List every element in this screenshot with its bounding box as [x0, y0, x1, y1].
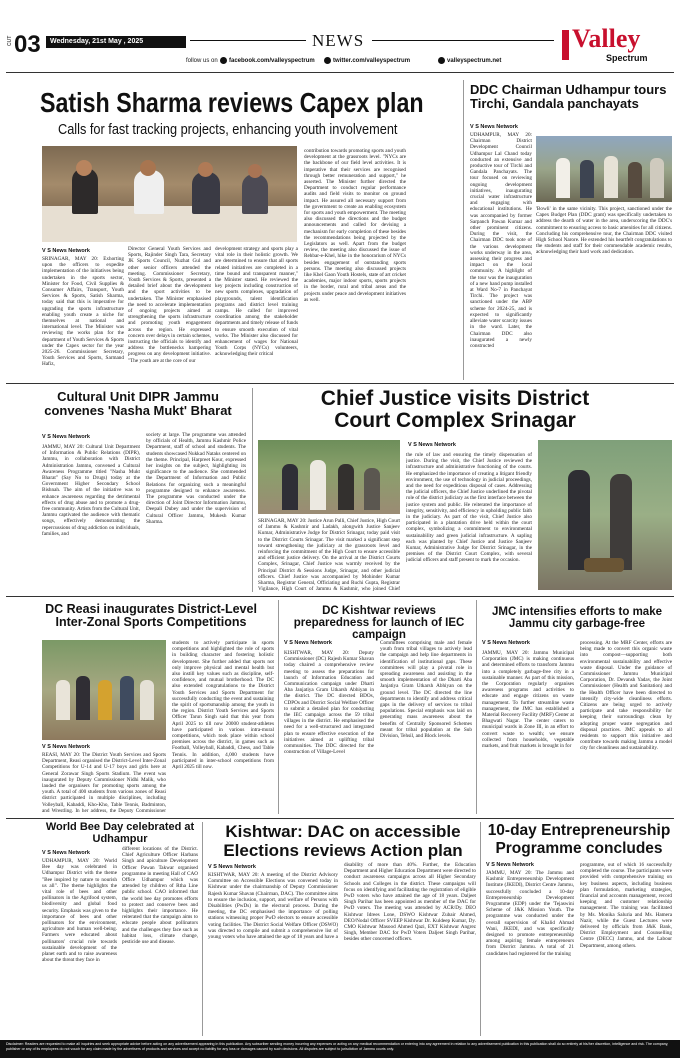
chief-justice-body-col1: SRINAGAR, MAY 20: Justice Arun Palli, Chief Justice, High Court of Jammu & Kashmir and Ladakh, alongwith Justice Sanjeev Kumar, Administrative Judge for District Srinagar, today paid visit to the District Courts Srinagar. The visit marked a significant step toward strengthening the judiciary at the grassroots level and reinforcing the commitment of the High Court to ensure accessible and efficient justice delivery. On the arrival at the District Courts Complex, Srinagar, Chief Justice was warmly received by the Principal District & Sessions Judge, Srinagar, and other judicial officers. Chief Justice was accompanied by Mohinder Kumar Sharma, Registrar General, Officiating and Ruchi Gupta, Registrar Vigilance, High Court of Jammu & Kashmir, who joined Chief — [258, 518, 400, 592]
lead-body-col2: Director General Youth Services and Sports, Rajinder Singh Tara, Secretary JK Sports Council, Nuzhat Gul and other senior officers attended the meeting. Commissioner Secretary, Youth Services & Sports, presented a detailed brief about the development and the sport activities to be undertaken. The Minister emphasised the need to accelerate implementation of ongoing projects aimed at strengthening the sports infrastructure and promoting youth engagement across the region. He expressed concern over delays in certain schemes, instructing the officials to identify and address the bottlenecks hampering progress on any development initiative. "The youth are at the core of our — [128, 246, 211, 364]
world-bee-body-col1: UDHAMPUR, MAY 20: World Bee day was celebrated in Udhampur District with the theme "Bee inspired by nature to nourish us all". The theme highlights the vital role of bees and other pollinators in the Agrifood system, biodiversity and global food security. Emphasis was given to the importance of bees and other pollinators for the environment, agriculture and human well-being. Farmers were educated about pollinators' crucial role towards sustainable development of the planet earth and to raise awareness about the threat they face in — [42, 858, 117, 964]
kishtwar-iec-body-col2: Committees comprising male and female youth from tribal villages to actively lead the campaign and help line departments in identification of institutional gaps. These committees will play a pivotal role in spreading awareness and assisting in the smooth implementation of the Dharti Aba Janjatiya Gram Utkarsh Abhiyan on the ground level. The DC directed the line departments to identify and address critical gaps in the delivery of services to tribal populations. Special emphasis was laid on generating mass awareness about the benefits of Centrally Sponsored Schemes meant for tribal population at the Sub Division, Tehsil, and Block levels. — [380, 640, 472, 740]
kishtwar-iec-headline: DC Kishtwar reviews preparedness for launch of IEC campaign — [293, 605, 465, 642]
section-rule-1 — [6, 383, 674, 384]
kishtwar-elections-headline: Kishtwar: DAC on accessible Elections reviews Action plan — [223, 822, 463, 860]
lead-body-col1: SRINAGAR, MAY 20: Exhorting upon the officers to expedite implementation of the initiatives being undertaken in the sports sector, Minister for Food, Civil Supplies & Consumer Affairs, Transport, Youth Services & Sports, Satish Sharma, today said that this is imperative for upgrading the sports infrastructure enabling youth create a niche for themselves at national and international level. The Minister was reviewing the works plan for the department of Youth Services & Sports under the Capex sector for the year 2025-26. Commissioner Secretary, Youth Services and Sports, Sarmand Hafiz, — [42, 256, 124, 368]
world-bee-byline: V S News Network — [42, 850, 90, 856]
masthead-rule — [6, 72, 674, 73]
cultural-headline: Cultural Unit DIPR Jammu convenes 'Nasha Mukt' Bharat — [44, 389, 232, 418]
facebook-icon — [220, 57, 227, 64]
chief-justice-headline: Chief Justice visits District Court Complex Srinagar — [320, 387, 590, 432]
cultural-byline: V S News Network — [42, 434, 90, 440]
entrepreneurship-byline: V S News Network — [486, 862, 534, 868]
jmc-headline: JMC intensifies efforts to make Jammu city garbage-free — [492, 606, 662, 631]
udhampur-body-col1: UDHAMPUR, MAY 20: Chairman District Development Council Udhampur Lal Chand today conducted an extensive and productive tour of Tirchi and Gandala Panchayats. The tour focused on reviewing ongoing development initiatives, inaugurating crucial water infrastructure and engaging with educational institutions. He was accompanied by former Sarpanch Pawan Kumar and other prominent citizens. During the visit, the Chairman DDC took note of the various development works underway in the area, assessing their progress and impact on the local community. A highlight of the tour was the inauguration of a new hand pump installed at Ward No-7 in Panchayat Tirchi. The project was sanctioned under the ABP scheme for 2024-25, and is expected to significantly alleviate water scarcity issues in the ward. Later, the Chairman DDC also inaugurated a newly constructed — [470, 132, 532, 349]
column-divider — [463, 80, 464, 380]
lead-body-col4: contribution towards promoting sports and youth development at the grassroots level. "NYCs are the backbone of our field level activities. It is imperative that their services are recognised through better remuneration and support," he asserted. The Minister further directed the Department to conduct regular performance audits and field visits to monitor on ground impact. He assured all necessary support from the government to create an enabling ecosystem for sports and youth empowerment. The meeting also discussed the directions and the budget announcements and called for devising a mechanism for early completion of these besides the recommendations being projected by the Legislators as well. Apart from the budget review, the meeting also discussed the issue of Rehbar-e-Khel, hike in the honorarium of NYCs besides engagement of outstanding sports persons. The meeting also discussed projects like Khel Gaon Youth Hostels, state of art cricket academies, major indoor sports, sports projects in the border, rural and tribal areas and the projects under peace and development initiatives as well. — [304, 148, 406, 303]
cultural-body-col2: society at large. The programme was attended by officials of Health, Jammu Kashmir Police Department, staff of school and students. The students showcased Nukkad Nataks centered on the theme. Principal, Harpreet Kour, expressed her insights on the subject, highlighting its significance to the audience. She commended the Department of Information and Public Relations for organizing such a meaningful programme designed to enhance awareness. The programme was conducted under the direction of Joint Director Information Jammu, Deepali Dubey and under the supervision of Cultural Officer Jammu, Mukesh Kumar Sharma. — [146, 432, 246, 525]
reasi-body-col2: students to actively participate in sports competitions and highlighted the role of sports in building character and fostering holistic development. She further added that sports not only improve physical and mental health but also instill key values such as discipline, self-confidence, and mutual brotherhood. The DC also extended congratulations to the District Youth Services and Sports Department for successfully conducting the event and sustaining the spirit of sportsmanship among the youth in the region. District Youth Services and Sports Officer Tarun Singh said that this year from April 2025 to till now 20000 student-athletes have participated in various intra-mural competitions, which took place within school premises across the district, in games such as Football, Volleyball, Kabaddi, Chess, and Table Tennis. In addition, 4,000 students have participated in inter-school competitions from April 2025 till now. — [172, 640, 274, 771]
website-link[interactable]: valleyspectrum.net — [447, 58, 502, 64]
column-divider — [202, 822, 203, 1036]
jmc-body-col2: processing. At the MRF Center, efforts are being made to convert this organic waste into compost—supporting both environmental sustainability and effective waste disposal. Under the guidance of Commissioner Jammu Municipal Corporation, Dr. Devansh Yadav, the Joint Commissioner (Health and Sanitation) and the Health Officer have been directed to intensify city-wide cleanliness efforts. Citizens are being urged to actively participate and take responsibility for keeping their surroundings clean by adopting proper waste segregation and disposal practices. JMC appeals to all residents to support this initiative and contribute towards making Jammu a model city for cleanliness and sustainability. — [580, 640, 672, 752]
entrepreneurship-body-col1: JAMMU, MAY 20: The Jammu and Kashmir Entrepreneurship Development Institute (JKEDI), District Centre Jammu, successfully concluded a 10-day Entrepreneurship Development Programme (EDP) under the 'Tejaswini Scheme of J&K Mission Youth. The programme was conducted under the overall supervision of Khalid Ahmad Wani, JKEDI, and was specifically designed to promote entrepreneurship among aspiring female entrepreneurs from District Jammu. A total of 21 candidates had registered for the training — [486, 870, 574, 957]
logo-text: Valley — [572, 24, 641, 53]
kishtwar-elections-body-col1: KISHTWAR, MAY 20: A meeting of the District Advisory Committee on Accessible Elections was convened today in Kishtwar under the chairmanship of Deputy Commissioner Rajesh Kumar Shavan (Chairman, DAC). The committee aims to ensure the inclusion, support, and welfare of Persons with Disabilities (PwDs) in the electoral process. During the meeting, the DC emphasised the importance of polling stations witnessing proper PwD electors to ensure accessible voting facilities. The District Social Welfare Officer (DSWO) was directed to compile and submit a comprehensive list of young voters who have attained the age of 18 years and have a — [208, 872, 338, 941]
twitter-link[interactable]: twitter.com/valleyspectrum — [333, 58, 411, 64]
kishtwar-iec-body-col1: KISHTWAR, MAY 20: Deputy Commissioner (DC) Rajesh Kumar Shavan today chaired a comprehensive review meeting to assess the preparations for launch of Information Education and Communication campaign under Dharti Aba Janjatiya Gram Utkarsh Abhiyan in the district. The DC directed BDOs, CDPOs and District Social Welfare Officer to submit a detailed plan for conducting the IEC campaign across the 59 tribal villages in the district. He emphasised the need for a well-structured and integrated plan to ensure effective execution of the initiatives aimed at uplifting tribal communities. The DDC directed for the construction of Village-Level — [284, 650, 374, 756]
side-label: CUT — [7, 35, 13, 46]
udhampur-byline: V S News Network — [470, 124, 518, 130]
entrepreneurship-body-col2: programme, out of which 16 successfully completed the course. The participants were provided with comprehensive training on key business aspects, including business plan formulation, marketing strategies, financial and accounts management, record keeping and customer relationship management. The training was facilitated by Ms. Monika Saluria and Ms. Hamera Nazir, while the Guest Lectures were delivered by officials from J&K Bank, District Employment and Counselling Centre (DECC) Jammu, and the Labour Department, among others. — [580, 862, 672, 949]
header-rule-left — [190, 40, 306, 41]
section-title: NEWS — [312, 31, 365, 50]
chief-justice-body-col2: the rule of law and ensuring the timely dispensation of justice. During the visit, the Chief Justice reviewed the infrastructure and administrative functioning of the courts. He emphasized the importance of creating a litigant friendly environment, the use of technology in judicial proceedings, and the need for expeditious disposal of cases. Addressing the judicial officers, the Chief Justice underlined the pivotal role of the district judiciary as the first interface between the justice system and public. He reiterated the importance of integrity, sensitivity, and efficiency in upholding public faith in the judiciary. As part of the visit, Chief Justice also participated in a plantation drive held within the court complex, symbolizing a commitment to environmental sustainability and green judicial infrastructure. A sapling each was planted by Chief Justice and Justice Sanjeev Kumar, Administrative Judge for District Srinagar, in the premises of the District Court Complex, with several judicial officers and staff present to mark the occasion. — [406, 452, 532, 564]
world-bee-headline: World Bee Day celebrated at Udhampur — [45, 821, 195, 845]
chief-justice-byline: V S News Network — [408, 442, 456, 448]
column-divider — [278, 600, 279, 814]
page-number: 03 — [14, 31, 41, 58]
reasi-photo — [42, 640, 166, 740]
udhampur-headline: DDC Chairman Udhampur tours Tirchi, Gandala panchayats — [470, 82, 667, 111]
jmc-byline: V S News Network — [482, 640, 530, 646]
jmc-body-col1: JAMMU, MAY 20: Jammu Municipal Corporation (JMC) is making continuous and determined efforts to transform Jammu into a completely garbage-free city in a sustainable manner. As part of this mission, the Corporation regularly organises awareness programs and activities to educate and engage citizens on waste management. To further streamline waste management, the JMC has established a Material Recovery Facility (MRF) Center at Bhagwati Nagar. The center caters to municipal wards in Zone III, in an effort to convert waste to wealth; we ensure collected from households, vegetable markets, and fruit markets is brought in for — [482, 650, 574, 750]
section-rule-2 — [6, 596, 674, 597]
lead-headline: Satish Sharma reviews Capex plan — [40, 87, 424, 118]
column-divider — [480, 822, 481, 1036]
logo-bar — [562, 30, 569, 60]
entrepreneurship-headline: 10-day Entrepreneurship Programme concludes — [487, 822, 671, 857]
follow-us-label: follow us on — [186, 58, 218, 64]
issue-date: Wednesday, 21st May , 2025 — [50, 38, 144, 45]
udhampur-body-col2: 'Bowli' in the same vicinity. This project, sanctioned under the Capex Budget Plan (DDC grant) was specifically undertaken to address the dearth of water in the area, underscoring the DDC's commitment to ensuring access to basic amenities for all citizens. Concluding his comprehensive tour, the Chairman DDC visited High School Narore. He extended his heartfelt congratulations to the students and staff for their commendable academic results, acknowledging their hard work and dedication. — [536, 206, 672, 256]
twitter-icon — [324, 57, 331, 64]
masthead — [0, 0, 680, 70]
disclaimer-footer: Disclaimer: Readers are requested to make all inquiries and seek appropriate advice before acting on any advertisement appearing in this publication. Any subscriber sending money incurring any expenses or acting on any medical recommendation or entering into any agreement in relation to any advertisement publication in this publication shall do so entirely at his/her discretion, intelligence and risk. The company, publisher or any of its employees do not vouch for any claim made by the advertisers of products and services and accept no liability for any loss or damages caused by such decisions. All disputes are subject to jurisdiction of Jammu courts only. — [0, 1040, 680, 1058]
header-rule-right — [372, 40, 554, 41]
globe-icon — [438, 57, 445, 64]
section-rule-3 — [6, 818, 674, 819]
plantation-photo — [538, 440, 672, 590]
lead-byline: V S News Network — [42, 248, 90, 254]
lead-photo-minister-meeting — [42, 146, 297, 242]
reasi-byline: V S News Network — [42, 744, 90, 750]
column-divider — [252, 388, 253, 592]
reasi-headline: DC Reasi inaugurates District-Level Inter-Zonal Sports Competitions — [45, 602, 257, 630]
column-divider — [476, 600, 477, 814]
logo-subtext: Spectrum — [606, 53, 648, 63]
reasi-body-col1: REASI, MAY 20: The District Youth Services and Sports Department, Reasi organised the District-Level Inter-Zonal Competitions for U-14 and U-17 boys and girls here at General Zorawar Singh Sports Stadium. The event was inaugurated by Deputy Commissioner Nidhi Malik, who lauded the organisers for promoting sports among the youth. A total of 400 students from various zones of Reasi district participated in multiple disciplines, including Volleyball, Kabaddi, Kho-Kho, Table Tennis, Badminton, and Wrestling. In her address, the Deputy Commissioner — [42, 752, 166, 814]
chief-justice-photo — [258, 440, 400, 514]
kishtwar-elections-body-col2: disability of more than 40%. Further, the Education Department and Higher Education Department were directed to conduct awareness campaigns across all Higher Secondary Schools and Colleges in the district. These campaigns will focus on identifying and facilitating the registration of eligible PwD voters who have attained the age of 18 years. Daljeet Singh Parihar has been appointed as member of the DAC for PwD voters. The meeting was attended by ACR/Dy. DEO Kishtwar Idrees Lone, DSWO Kishtwar Zubair Ahmed, DEO/Nodal Officer SVEEP Kishtwar Dr. Kuldeep Kumar, Dy. CMO Kishtwar Masood Ahmed Qazi, EXT Kishtwar Angrez Singh, Member DAC for PwD Voters Daljeet Singh Parihar, besides other concerned officers. — [344, 862, 476, 943]
udhampur-photo — [536, 136, 672, 202]
world-bee-body-col2: different locations of the District. Chief Agriculture Officer Harbans Singh and apiculture Development Officer Pawan Takwar organised programme in meeting Hall of CAO Office Udhampur which was attended by children of Rtha Line public school. CAO informed that the world bee day promotes efforts to protect and conserve bees and highlights their importance. He reiterated that the campaign aims to educate people about pollinators and the challenges they face such as habitat loss, climate change, pesticide use and disease. — [122, 846, 198, 946]
kishtwar-iec-byline: V S News Network — [284, 640, 332, 646]
cultural-body-col1: JAMMU, MAY 20: Cultural Unit Department of Information & Public Relations (DIPR), Jammu, in collaboration with District Administration Jammu, convened a Cultural Awareness Programme titled "Nasha Mukt Bharat" (Say No to Drugs) today at the Government Higher Secondary School Bishnah. The aim of the initiative was to enhance awareness regarding the detrimental effects of drug abuse and to promote a drug-free community. Artists from the Cultural Unit, Jammu captivated the audience with thematic songs, effectively demonstrating the repercussions of drug addiction on individuals, families, and — [42, 444, 140, 537]
lead-subhead: Calls for fast tracking projects, enhancing youth involvement — [58, 121, 398, 138]
lead-body-col3: development strategy and sports play a vital role in their holistic growth. We are determined to ensure that all sports related initiatives are completed in a time bound and transparent manner," the Minister stated. He reviewed the key projects including construction of new sports complexes, upgradation of playgrounds, talent identification programs and district level training camps. He called for improved coordination among the stakeholder departments and timely release of funds to ensure smooth execution of vital works. The Minister also discussed for enhancement of wages for National Youth Corps (NYCs) volunteers, acknowledging their critical — [215, 246, 298, 358]
facebook-link[interactable]: facebook.com/valleyspectrum — [229, 58, 315, 64]
kishtwar-elections-byline: V S News Network — [208, 864, 256, 870]
